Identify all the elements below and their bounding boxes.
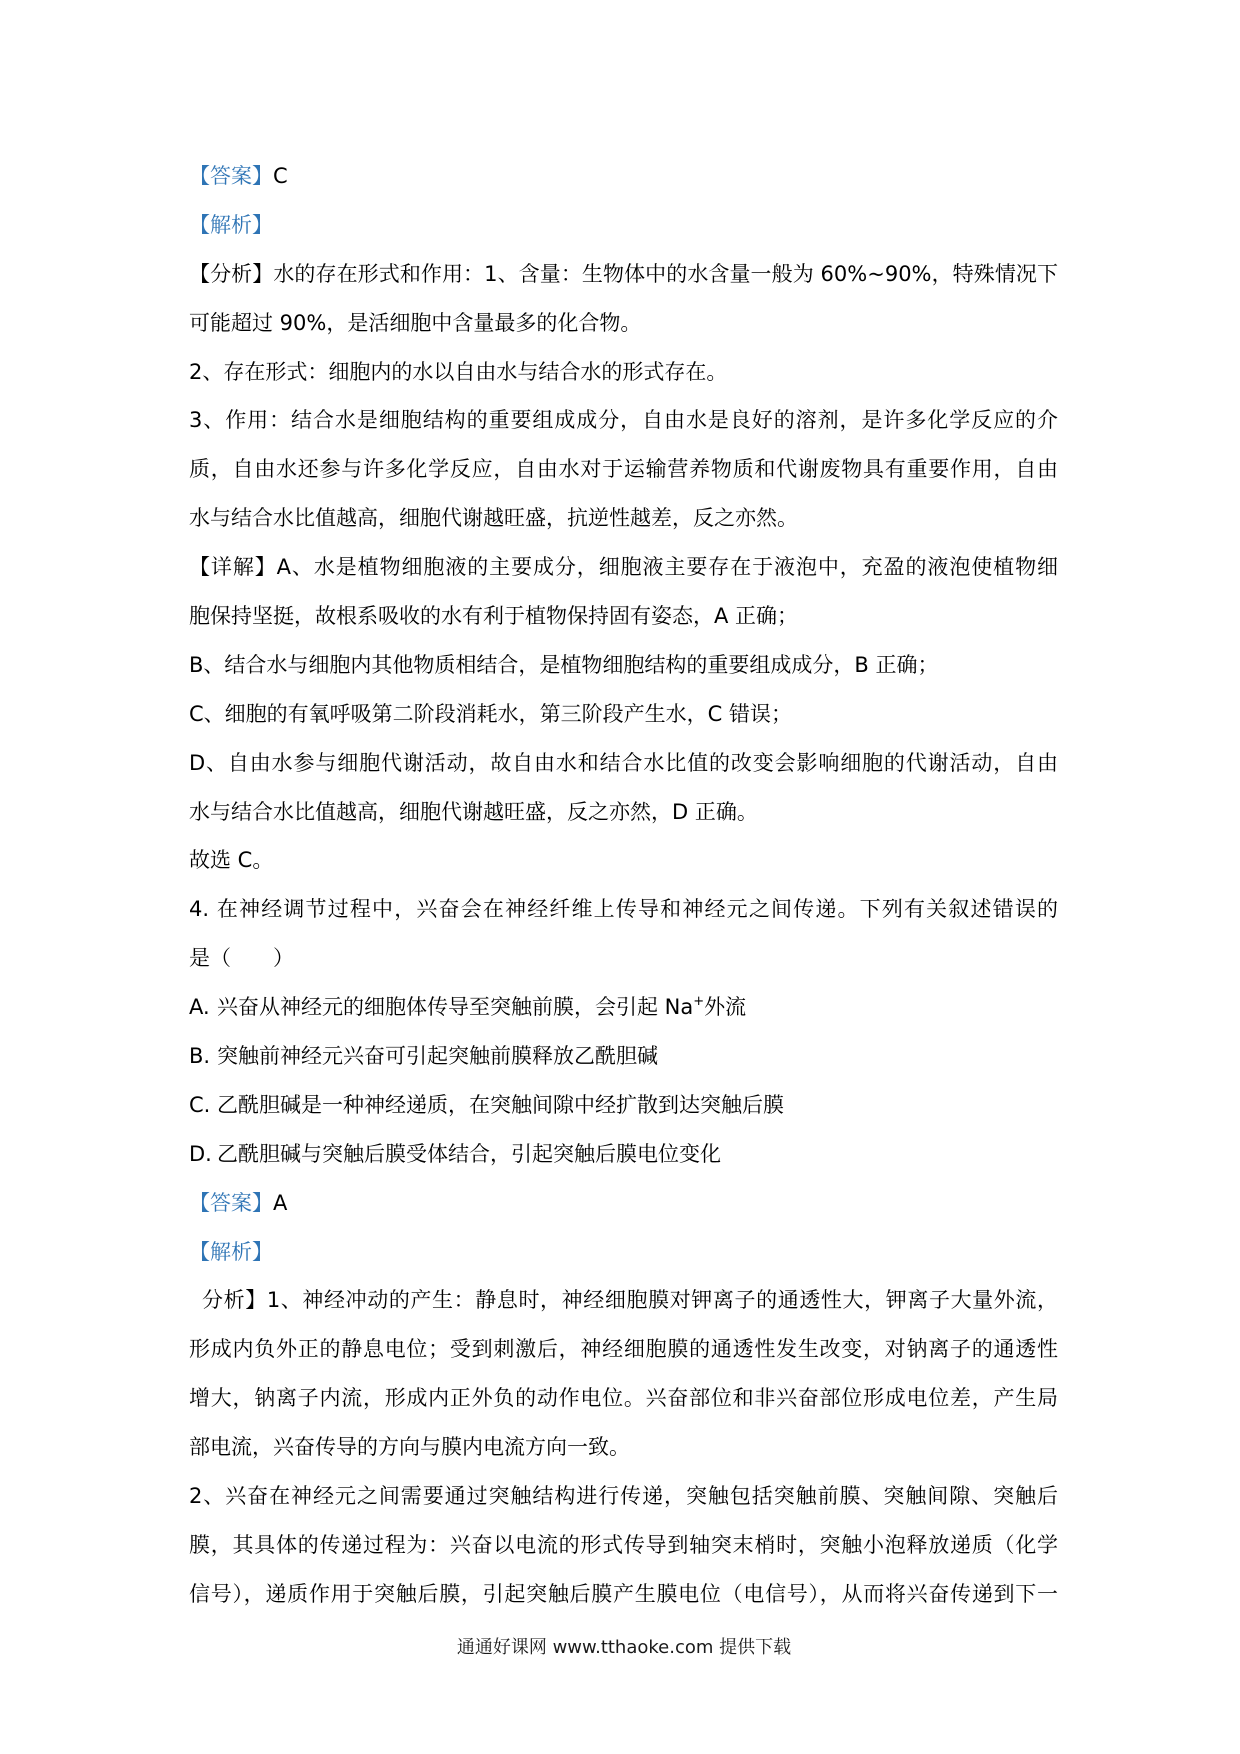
document-body — [189, 152, 1058, 1619]
q4-analysis-line: 形成内负外正的静息电位；受到刺激后，神经细胞膜的通透性发生改变，对钠离子的通透性 — [189, 1337, 1058, 1362]
q3-analysis-line: 可能超过 90%，是活细胞中含量最多的化合物。 — [189, 310, 642, 335]
q4-explanation-heading — [189, 1228, 1058, 1277]
option-text: 乙酰胆碱与突触后膜受体结合，引起突触后膜电位变化 — [217, 1141, 721, 1166]
q4-option-d — [189, 1130, 1058, 1179]
q3-detail-line: 胞保持坚挺，故根系吸收的水有利于植物保持固有姿态，A 正确； — [189, 604, 799, 629]
q4-analysis-line: 部电流，兴奋传导的方向与膜内电流方向一致。 — [189, 1435, 630, 1460]
q4-analysis-line: 分析】1、神经冲动的产生：静息时，神经细胞膜对钾离子的通透性大，钾离子大量外流， — [202, 1288, 1058, 1313]
explanation-label: 【解析】 — [189, 1239, 273, 1264]
q3-detail-line: 【详解】A、水是植物细胞液的主要成分，细胞液主要存在于液泡中，充盈的液泡使植物细 — [189, 555, 1058, 580]
option-text: 突触前神经元兴奋可引起突触前膜释放乙酰胆碱 — [217, 1044, 658, 1069]
q3-detail-line: C、细胞的有氧呼吸第二阶段消耗水，第三阶段产生水，C 错误； — [189, 701, 792, 726]
option-text: 兴奋从神经元的细胞体传导至突触前膜，会引起 Na — [217, 995, 694, 1020]
q4-option-b — [189, 1032, 1058, 1081]
option-text: 乙酰胆碱是一种神经递质，在突触间隙中经扩散到达突触后膜 — [217, 1092, 784, 1117]
q3-detail-line: 水与结合水比值越高，细胞代谢越旺盛，反之亦然，D 正确。 — [189, 799, 758, 824]
page-footer: 通通好课网 www.tthaoke.com 提供下载 — [456, 1637, 792, 1658]
answer-value: A — [273, 1190, 288, 1215]
option-letter: C. — [189, 1092, 211, 1117]
q4-option-c — [189, 1081, 1058, 1130]
q4-option-a — [189, 983, 1058, 1032]
q3-analysis-line: 水与结合水比值越高，细胞代谢越旺盛，抗逆性越差，反之亦然。 — [189, 506, 798, 531]
option-letter: A. — [189, 995, 210, 1020]
q4-analysis-line: 膜，其具体的传递过程为：兴奋以电流的形式传导到轴突末梢时，突触小泡释放递质（化学 — [189, 1532, 1058, 1557]
option-letter: D. — [189, 1141, 212, 1166]
q3-analysis-line: 【分析】水的存在形式和作用：1、含量：生物体中的水含量一般为 60%~90%，特殊情况下 — [189, 261, 1058, 286]
q4-analysis-line: 2、兴奋在神经元之间需要通过突触结构进行传递，突触包括突触前膜、突触间隙、突触后 — [189, 1484, 1058, 1509]
explanation-label: 【解析】 — [189, 212, 273, 237]
q3-explanation-heading — [189, 201, 1058, 250]
q4-analysis-line: 增大，钠离子内流，形成内正外负的动作电位。兴奋部位和非兴奋部位形成电位差，产生局 — [189, 1386, 1058, 1411]
option-text-after: 外流 — [704, 995, 747, 1020]
answer-label: 【答案】 — [189, 164, 273, 188]
option-letter: B. — [189, 1044, 211, 1069]
q3-detail-line: B、结合水与细胞内其他物质相结合，是植物细胞结构的重要组成成分，B 正确； — [189, 652, 939, 677]
q3-conclusion: 故选 C。 — [189, 848, 274, 873]
answer-value: C — [273, 164, 288, 188]
q3-analysis-line: 3、作用：结合水是细胞结构的重要组成成分，自由水是良好的溶剂，是许多化学反应的介 — [189, 408, 1058, 433]
answer-label: 【答案】 — [189, 1190, 273, 1215]
q3-answer-line — [189, 152, 1058, 201]
q3-analysis-line: 2、存在形式：细胞内的水以自由水与结合水的形式存在。 — [189, 359, 728, 384]
q4-answer-line — [189, 1179, 1058, 1228]
q3-detail-line: D、自由水参与细胞代谢活动，故自由水和结合水比值的改变会影响细胞的代谢活动，自由 — [189, 750, 1058, 775]
q3-analysis-line: 质，自由水还参与许多化学反应，自由水对于运输营养物质和代谢废物具有重要作用，自由 — [189, 457, 1058, 482]
q4-stem-line: 是（ ） — [189, 946, 294, 971]
option-superscript: + — [693, 994, 705, 1010]
q4-stem-line: 4. 在神经调节过程中，兴奋会在神经纤维上传导和神经元之间传递。下列有关叙述错误的 — [189, 897, 1058, 922]
q4-analysis-line: 信号），递质作用于突触后膜，引起突触后膜产生膜电位（电信号），从而将兴奋传递到下一 — [189, 1581, 1058, 1606]
